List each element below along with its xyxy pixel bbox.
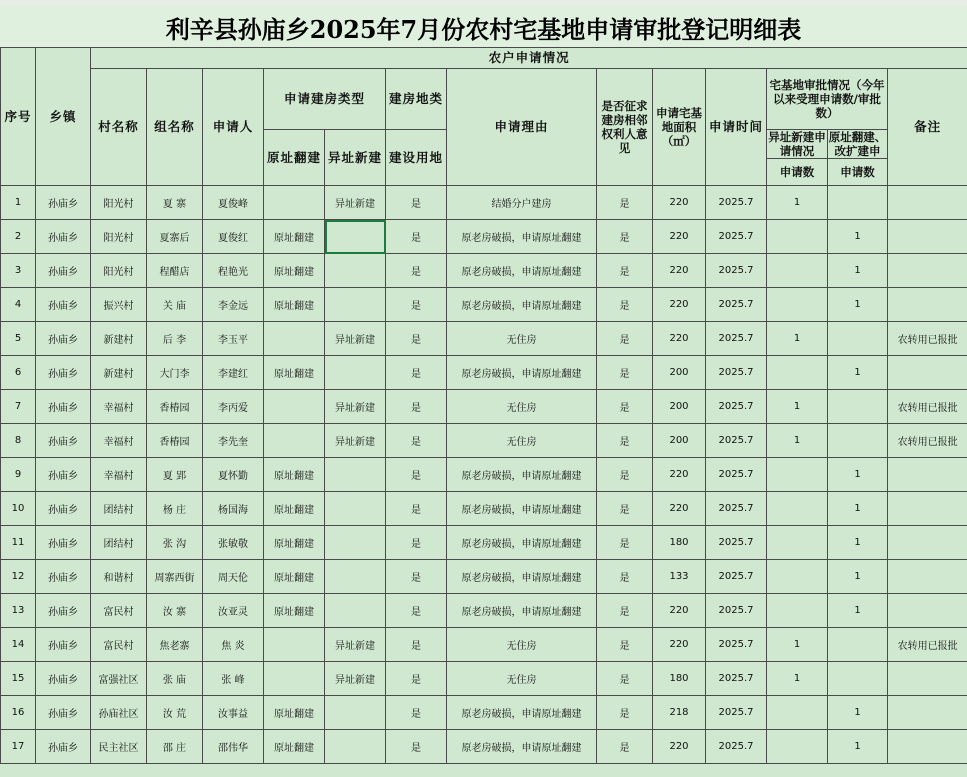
cell-consent[interactable]: 是 — [597, 696, 653, 730]
cell-reason[interactable]: 结婚分户建房 — [447, 186, 597, 220]
cell-time[interactable]: 2025.7 — [706, 492, 767, 526]
cell-group[interactable]: 夏寨后 — [147, 220, 203, 254]
cell-town[interactable]: 孙庙乡 — [36, 628, 91, 662]
cell-remark[interactable] — [888, 458, 967, 492]
cell-seq[interactable]: 17 — [1, 730, 36, 764]
sheet-title: 利辛县孙庙乡2025年7月份农村宅基地申请审批登记明细表 — [0, 7, 967, 48]
cell-count-new[interactable]: 1 — [767, 322, 828, 356]
cell-land[interactable]: 是 — [386, 390, 447, 424]
cell-applicant[interactable]: 李建红 — [203, 356, 264, 390]
cell-remark[interactable]: 农转用已报批 — [888, 628, 967, 662]
cell-rebuild[interactable]: 原址翻建 — [264, 356, 325, 390]
cell-village[interactable]: 振兴村 — [91, 288, 147, 322]
cell-consent[interactable]: 是 — [597, 492, 653, 526]
cell-area[interactable]: 180 — [653, 526, 706, 560]
header-reason: 申请理由 — [447, 69, 597, 186]
header-applicant: 申请人 — [203, 69, 264, 186]
cell-remark[interactable] — [888, 492, 967, 526]
cell-count-rebuild[interactable]: 1 — [828, 458, 888, 492]
cell-reason[interactable]: 原老房破损，申请原址翻建 — [447, 526, 597, 560]
cell-group[interactable]: 香椿园 — [147, 390, 203, 424]
cell-remark[interactable] — [888, 220, 967, 254]
cell-consent[interactable]: 是 — [597, 186, 653, 220]
cell-village[interactable]: 团结村 — [91, 526, 147, 560]
cell-seq[interactable]: 15 — [1, 662, 36, 696]
cell-village[interactable]: 新建村 — [91, 322, 147, 356]
cell-land[interactable]: 是 — [386, 492, 447, 526]
header-village: 村名称 — [91, 69, 147, 186]
cell-new-site[interactable]: 异址新建 — [325, 628, 386, 662]
cell-time[interactable]: 2025.7 — [706, 526, 767, 560]
cell-applicant[interactable]: 汝亚灵 — [203, 594, 264, 628]
cell-town[interactable]: 孙庙乡 — [36, 526, 91, 560]
table-row — [1, 696, 967, 730]
table-row — [1, 628, 967, 662]
cell-rebuild[interactable] — [264, 662, 325, 696]
cell-village[interactable]: 富民村 — [91, 628, 147, 662]
cell-group[interactable]: 程醋店 — [147, 254, 203, 288]
cell-group[interactable]: 夏 郢 — [147, 458, 203, 492]
cell-town[interactable]: 孙庙乡 — [36, 696, 91, 730]
cell-time[interactable]: 2025.7 — [706, 696, 767, 730]
cell-village[interactable]: 和谐村 — [91, 560, 147, 594]
cell-new-site[interactable]: 异址新建 — [325, 186, 386, 220]
cell-reason[interactable]: 原老房破损，申请原址翻建 — [447, 492, 597, 526]
header-land-type-sub: 建设用地 — [386, 130, 447, 186]
table-row — [1, 356, 967, 390]
cell-rebuild[interactable]: 原址翻建 — [264, 730, 325, 764]
cell-seq[interactable]: 11 — [1, 526, 36, 560]
cell-count-new[interactable] — [767, 254, 828, 288]
cell-reason[interactable]: 原老房破损，申请原址翻建 — [447, 356, 597, 390]
cell-count-new[interactable] — [767, 594, 828, 628]
cell-land[interactable]: 是 — [386, 186, 447, 220]
cell-remark[interactable]: 农转用已报批 — [888, 390, 967, 424]
cell-village[interactable]: 孙庙社区 — [91, 696, 147, 730]
cell-consent[interactable]: 是 — [597, 424, 653, 458]
cell-rebuild[interactable]: 原址翻建 — [264, 492, 325, 526]
cell-remark[interactable]: 农转用已报批 — [888, 322, 967, 356]
cell-applicant[interactable]: 焦 炎 — [203, 628, 264, 662]
cell-applicant[interactable]: 李玉平 — [203, 322, 264, 356]
table-row — [1, 186, 967, 220]
cell-group[interactable]: 杨 庄 — [147, 492, 203, 526]
cell-reason[interactable]: 原老房破损，申请原址翻建 — [447, 458, 597, 492]
cell-area[interactable]: 220 — [653, 322, 706, 356]
cell-village[interactable]: 阳光村 — [91, 186, 147, 220]
cell-time[interactable]: 2025.7 — [706, 594, 767, 628]
cell-group[interactable]: 焦老寨 — [147, 628, 203, 662]
cell-time[interactable]: 2025.7 — [706, 356, 767, 390]
cell-applicant[interactable]: 周天伦 — [203, 560, 264, 594]
cell-reason[interactable]: 原老房破损，申请原址翻建 — [447, 288, 597, 322]
header-group-name: 组名称 — [147, 69, 203, 186]
cell-seq[interactable]: 7 — [1, 390, 36, 424]
cell-new-site[interactable] — [325, 458, 386, 492]
header-area: 申请宅基地面积（㎡） — [653, 69, 706, 186]
header-time: 申请时间 — [706, 69, 767, 186]
cell-land[interactable]: 是 — [386, 424, 447, 458]
cell-count-rebuild[interactable]: 1 — [828, 696, 888, 730]
cell-consent[interactable]: 是 — [597, 356, 653, 390]
cell-town[interactable]: 孙庙乡 — [36, 662, 91, 696]
cell-seq[interactable]: 12 — [1, 560, 36, 594]
cell-seq[interactable]: 8 — [1, 424, 36, 458]
cell-land[interactable]: 是 — [386, 662, 447, 696]
cell-count-new[interactable] — [767, 526, 828, 560]
cell-count-new[interactable] — [767, 288, 828, 322]
cell-remark[interactable] — [888, 696, 967, 730]
cell-group[interactable]: 汝 荒 — [147, 696, 203, 730]
cell-count-rebuild[interactable]: 1 — [828, 492, 888, 526]
cell-count-rebuild[interactable] — [828, 390, 888, 424]
cell-land[interactable]: 是 — [386, 356, 447, 390]
cell-rebuild[interactable]: 原址翻建 — [264, 220, 325, 254]
cell-land[interactable]: 是 — [386, 696, 447, 730]
cell-time[interactable]: 2025.7 — [706, 560, 767, 594]
cell-reason[interactable]: 无住房 — [447, 628, 597, 662]
cell-rebuild[interactable]: 原址翻建 — [264, 594, 325, 628]
header-group: 农户申请情况 — [91, 48, 967, 69]
cell-group[interactable]: 张 庙 — [147, 662, 203, 696]
cell-time[interactable]: 2025.7 — [706, 458, 767, 492]
cell-applicant[interactable]: 杨国海 — [203, 492, 264, 526]
cell-reason[interactable]: 原老房破损，申请原址翻建 — [447, 696, 597, 730]
cell-count-rebuild[interactable]: 1 — [828, 254, 888, 288]
cell-group[interactable]: 香椿园 — [147, 424, 203, 458]
cell-new-site[interactable]: 异址新建 — [325, 390, 386, 424]
cell-village[interactable]: 新建村 — [91, 356, 147, 390]
cell-village[interactable]: 阳光村 — [91, 220, 147, 254]
table-row — [1, 492, 967, 526]
cell-time[interactable]: 2025.7 — [706, 628, 767, 662]
cell-new-site[interactable] — [325, 220, 386, 254]
cell-count-rebuild[interactable]: 1 — [828, 288, 888, 322]
cell-count-new[interactable] — [767, 492, 828, 526]
cell-new-site[interactable] — [325, 594, 386, 628]
cell-town[interactable]: 孙庙乡 — [36, 458, 91, 492]
cell-reason[interactable]: 原老房破损，申请原址翻建 — [447, 220, 597, 254]
cell-area[interactable]: 220 — [653, 254, 706, 288]
cell-area[interactable]: 218 — [653, 696, 706, 730]
cell-new-site[interactable] — [325, 254, 386, 288]
cell-applicant[interactable]: 汝事益 — [203, 696, 264, 730]
cell-village[interactable]: 幸福村 — [91, 458, 147, 492]
header-count-rebuild: 申请数 — [828, 159, 888, 186]
cell-remark[interactable] — [888, 560, 967, 594]
cell-new-site[interactable] — [325, 730, 386, 764]
table-row — [1, 322, 967, 356]
cell-time[interactable]: 2025.7 — [706, 220, 767, 254]
header-remark: 备注 — [888, 69, 967, 186]
cell-remark[interactable]: 农转用已报批 — [888, 424, 967, 458]
cell-reason[interactable]: 原老房破损，申请原址翻建 — [447, 560, 597, 594]
cell-town[interactable]: 孙庙乡 — [36, 560, 91, 594]
cell-land[interactable]: 是 — [386, 560, 447, 594]
cell-group[interactable]: 邵 庄 — [147, 730, 203, 764]
cell-rebuild[interactable]: 原址翻建 — [264, 458, 325, 492]
cell-area[interactable]: 220 — [653, 628, 706, 662]
cell-area[interactable]: 220 — [653, 594, 706, 628]
cell-applicant[interactable]: 张 峰 — [203, 662, 264, 696]
table-row — [1, 288, 967, 322]
cell-remark[interactable] — [888, 186, 967, 220]
cell-time[interactable]: 2025.7 — [706, 186, 767, 220]
cell-town[interactable]: 孙庙乡 — [36, 356, 91, 390]
cell-time[interactable]: 2025.7 — [706, 322, 767, 356]
cell-rebuild[interactable] — [264, 628, 325, 662]
cell-seq[interactable]: 14 — [1, 628, 36, 662]
cell-area[interactable]: 180 — [653, 662, 706, 696]
header-consent: 是否征求建房相邻权利人意见 — [597, 69, 653, 186]
cell-count-new[interactable] — [767, 458, 828, 492]
cell-time[interactable]: 2025.7 — [706, 288, 767, 322]
cell-land[interactable]: 是 — [386, 220, 447, 254]
header-town: 乡镇 — [36, 48, 91, 186]
cell-consent[interactable]: 是 — [597, 220, 653, 254]
cell-area[interactable]: 200 — [653, 390, 706, 424]
cell-consent[interactable]: 是 — [597, 458, 653, 492]
cell-village[interactable]: 幸福村 — [91, 390, 147, 424]
cell-village[interactable]: 民主社区 — [91, 730, 147, 764]
data-table — [0, 47, 967, 764]
cell-group[interactable]: 夏 寨 — [147, 186, 203, 220]
cell-applicant[interactable]: 程艳光 — [203, 254, 264, 288]
header-rebuild: 原址翻建 — [264, 130, 325, 186]
cell-area[interactable]: 220 — [653, 492, 706, 526]
cell-village[interactable]: 幸福村 — [91, 424, 147, 458]
cell-rebuild[interactable]: 原址翻建 — [264, 288, 325, 322]
cell-land[interactable]: 是 — [386, 628, 447, 662]
cell-seq[interactable]: 10 — [1, 492, 36, 526]
cell-count-rebuild[interactable]: 1 — [828, 560, 888, 594]
cell-applicant[interactable]: 张敏敬 — [203, 526, 264, 560]
cell-new-site[interactable] — [325, 526, 386, 560]
cell-village[interactable]: 富强社区 — [91, 662, 147, 696]
cell-seq[interactable]: 5 — [1, 322, 36, 356]
cell-town[interactable]: 孙庙乡 — [36, 492, 91, 526]
cell-count-new[interactable]: 1 — [767, 662, 828, 696]
cell-reason[interactable]: 原老房破损，申请原址翻建 — [447, 730, 597, 764]
cell-consent[interactable]: 是 — [597, 730, 653, 764]
table-row — [1, 458, 967, 492]
cell-town[interactable]: 孙庙乡 — [36, 730, 91, 764]
cell-applicant[interactable]: 夏俊红 — [203, 220, 264, 254]
cell-count-rebuild[interactable] — [828, 424, 888, 458]
table-row — [1, 594, 967, 628]
cell-reason[interactable]: 无住房 — [447, 390, 597, 424]
cell-remark[interactable] — [888, 662, 967, 696]
table-row — [1, 560, 967, 594]
cell-new-site[interactable] — [325, 356, 386, 390]
cell-count-new[interactable] — [767, 730, 828, 764]
cell-count-new[interactable]: 1 — [767, 424, 828, 458]
cell-seq[interactable]: 6 — [1, 356, 36, 390]
cell-remark[interactable] — [888, 526, 967, 560]
cell-consent[interactable]: 是 — [597, 594, 653, 628]
cell-group[interactable]: 张 沟 — [147, 526, 203, 560]
cell-area[interactable]: 220 — [653, 288, 706, 322]
cell-consent[interactable]: 是 — [597, 390, 653, 424]
cell-remark[interactable] — [888, 730, 967, 764]
cell-consent[interactable]: 是 — [597, 526, 653, 560]
cell-area[interactable]: 133 — [653, 560, 706, 594]
cell-new-site[interactable]: 异址新建 — [325, 662, 386, 696]
cell-rebuild[interactable] — [264, 390, 325, 424]
cell-count-rebuild[interactable] — [828, 186, 888, 220]
cell-rebuild[interactable] — [264, 424, 325, 458]
cell-consent[interactable]: 是 — [597, 288, 653, 322]
cell-area[interactable]: 220 — [653, 458, 706, 492]
cell-consent[interactable]: 是 — [597, 254, 653, 288]
header-build-type: 申请建房类型 — [264, 69, 386, 130]
cell-group[interactable]: 后 李 — [147, 322, 203, 356]
cell-count-new[interactable]: 1 — [767, 186, 828, 220]
header-land-type: 建房地类 — [386, 69, 447, 130]
cell-count-new[interactable] — [767, 220, 828, 254]
cell-area[interactable]: 200 — [653, 356, 706, 390]
cell-land[interactable]: 是 — [386, 594, 447, 628]
cell-area[interactable]: 220 — [653, 186, 706, 220]
cell-seq[interactable]: 2 — [1, 220, 36, 254]
table-row — [1, 220, 967, 254]
cell-count-rebuild[interactable]: 1 — [828, 594, 888, 628]
cell-count-new[interactable] — [767, 696, 828, 730]
cell-rebuild[interactable]: 原址翻建 — [264, 526, 325, 560]
cell-reason[interactable]: 原老房破损，申请原址翻建 — [447, 254, 597, 288]
cell-rebuild[interactable] — [264, 186, 325, 220]
cell-count-rebuild[interactable] — [828, 322, 888, 356]
cell-count-rebuild[interactable]: 1 — [828, 526, 888, 560]
table-row — [1, 662, 967, 696]
cell-area[interactable]: 200 — [653, 424, 706, 458]
cell-count-new[interactable] — [767, 356, 828, 390]
cell-area[interactable]: 220 — [653, 730, 706, 764]
cell-count-rebuild[interactable]: 1 — [828, 356, 888, 390]
cell-new-site[interactable] — [325, 288, 386, 322]
cell-reason[interactable]: 原老房破损，申请原址翻建 — [447, 594, 597, 628]
cell-town[interactable]: 孙庙乡 — [36, 594, 91, 628]
cell-rebuild[interactable]: 原址翻建 — [264, 560, 325, 594]
cell-reason[interactable]: 无住房 — [447, 424, 597, 458]
cell-group[interactable]: 周寨西街 — [147, 560, 203, 594]
cell-town[interactable]: 孙庙乡 — [36, 220, 91, 254]
cell-consent[interactable]: 是 — [597, 662, 653, 696]
cell-land[interactable]: 是 — [386, 730, 447, 764]
cell-group[interactable]: 大门李 — [147, 356, 203, 390]
cell-remark[interactable] — [888, 288, 967, 322]
cell-area[interactable]: 220 — [653, 220, 706, 254]
cell-town[interactable]: 孙庙乡 — [36, 186, 91, 220]
table-row — [1, 730, 967, 764]
cell-seq[interactable]: 13 — [1, 594, 36, 628]
cell-remark[interactable] — [888, 254, 967, 288]
cell-village[interactable]: 团结村 — [91, 492, 147, 526]
cell-time[interactable]: 2025.7 — [706, 424, 767, 458]
cell-new-site[interactable]: 异址新建 — [325, 322, 386, 356]
cell-village[interactable]: 阳光村 — [91, 254, 147, 288]
cell-town[interactable]: 孙庙乡 — [36, 254, 91, 288]
cell-consent[interactable]: 是 — [597, 560, 653, 594]
cell-applicant[interactable]: 李先奎 — [203, 424, 264, 458]
cell-town[interactable]: 孙庙乡 — [36, 288, 91, 322]
cell-reason[interactable]: 无住房 — [447, 662, 597, 696]
cell-consent[interactable]: 是 — [597, 628, 653, 662]
cell-remark[interactable] — [888, 356, 967, 390]
cell-town[interactable]: 孙庙乡 — [36, 322, 91, 356]
cell-count-rebuild[interactable] — [828, 662, 888, 696]
header-count-new: 申请数 — [767, 159, 828, 186]
cell-village[interactable]: 富民村 — [91, 594, 147, 628]
cell-seq[interactable]: 3 — [1, 254, 36, 288]
cell-land[interactable]: 是 — [386, 458, 447, 492]
cell-town[interactable]: 孙庙乡 — [36, 390, 91, 424]
cell-rebuild[interactable]: 原址翻建 — [264, 254, 325, 288]
cell-seq[interactable]: 4 — [1, 288, 36, 322]
cell-applicant[interactable]: 李丙爱 — [203, 390, 264, 424]
table-row — [1, 424, 967, 458]
cell-remark[interactable] — [888, 594, 967, 628]
cell-applicant[interactable]: 邵伟华 — [203, 730, 264, 764]
cell-applicant[interactable]: 夏怀勤 — [203, 458, 264, 492]
cell-time[interactable]: 2025.7 — [706, 254, 767, 288]
table-row — [1, 390, 967, 424]
cell-reason[interactable]: 无住房 — [447, 322, 597, 356]
cell-count-rebuild[interactable]: 1 — [828, 730, 888, 764]
cell-land[interactable]: 是 — [386, 526, 447, 560]
cell-time[interactable]: 2025.7 — [706, 390, 767, 424]
cell-applicant[interactable]: 夏俊峰 — [203, 186, 264, 220]
cell-group[interactable]: 汝 寨 — [147, 594, 203, 628]
cell-count-new[interactable]: 1 — [767, 390, 828, 424]
cell-new-site[interactable] — [325, 696, 386, 730]
cell-town[interactable]: 孙庙乡 — [36, 424, 91, 458]
cell-rebuild[interactable] — [264, 322, 325, 356]
cell-seq[interactable]: 16 — [1, 696, 36, 730]
table-row — [1, 254, 967, 288]
cell-count-rebuild[interactable]: 1 — [828, 220, 888, 254]
header-approval: 宅基地审批情况（今年以来受理申请数/审批数） — [767, 69, 888, 130]
cell-seq[interactable]: 1 — [1, 186, 36, 220]
cell-applicant[interactable]: 李金远 — [203, 288, 264, 322]
header-approval-new: 异址新建申请情况 — [768, 130, 826, 158]
cell-time[interactable]: 2025.7 — [706, 730, 767, 764]
header-approval-rebuild: 原址翻建、改扩建申 — [828, 130, 887, 158]
table-row — [1, 526, 967, 560]
cell-count-new[interactable] — [767, 560, 828, 594]
cell-land[interactable]: 是 — [386, 288, 447, 322]
cell-land[interactable]: 是 — [386, 322, 447, 356]
cell-time[interactable]: 2025.7 — [706, 662, 767, 696]
cell-land[interactable]: 是 — [386, 254, 447, 288]
cell-new-site[interactable]: 异址新建 — [325, 424, 386, 458]
cell-rebuild[interactable]: 原址翻建 — [264, 696, 325, 730]
header-new-site: 异址新建 — [325, 130, 386, 186]
cell-consent[interactable]: 是 — [597, 322, 653, 356]
cell-new-site[interactable] — [325, 560, 386, 594]
header-seq: 序号 — [1, 48, 36, 186]
cell-seq[interactable]: 9 — [1, 458, 36, 492]
cell-count-rebuild[interactable] — [828, 628, 888, 662]
cell-count-new[interactable]: 1 — [767, 628, 828, 662]
cell-group[interactable]: 关 庙 — [147, 288, 203, 322]
cell-new-site[interactable] — [325, 492, 386, 526]
